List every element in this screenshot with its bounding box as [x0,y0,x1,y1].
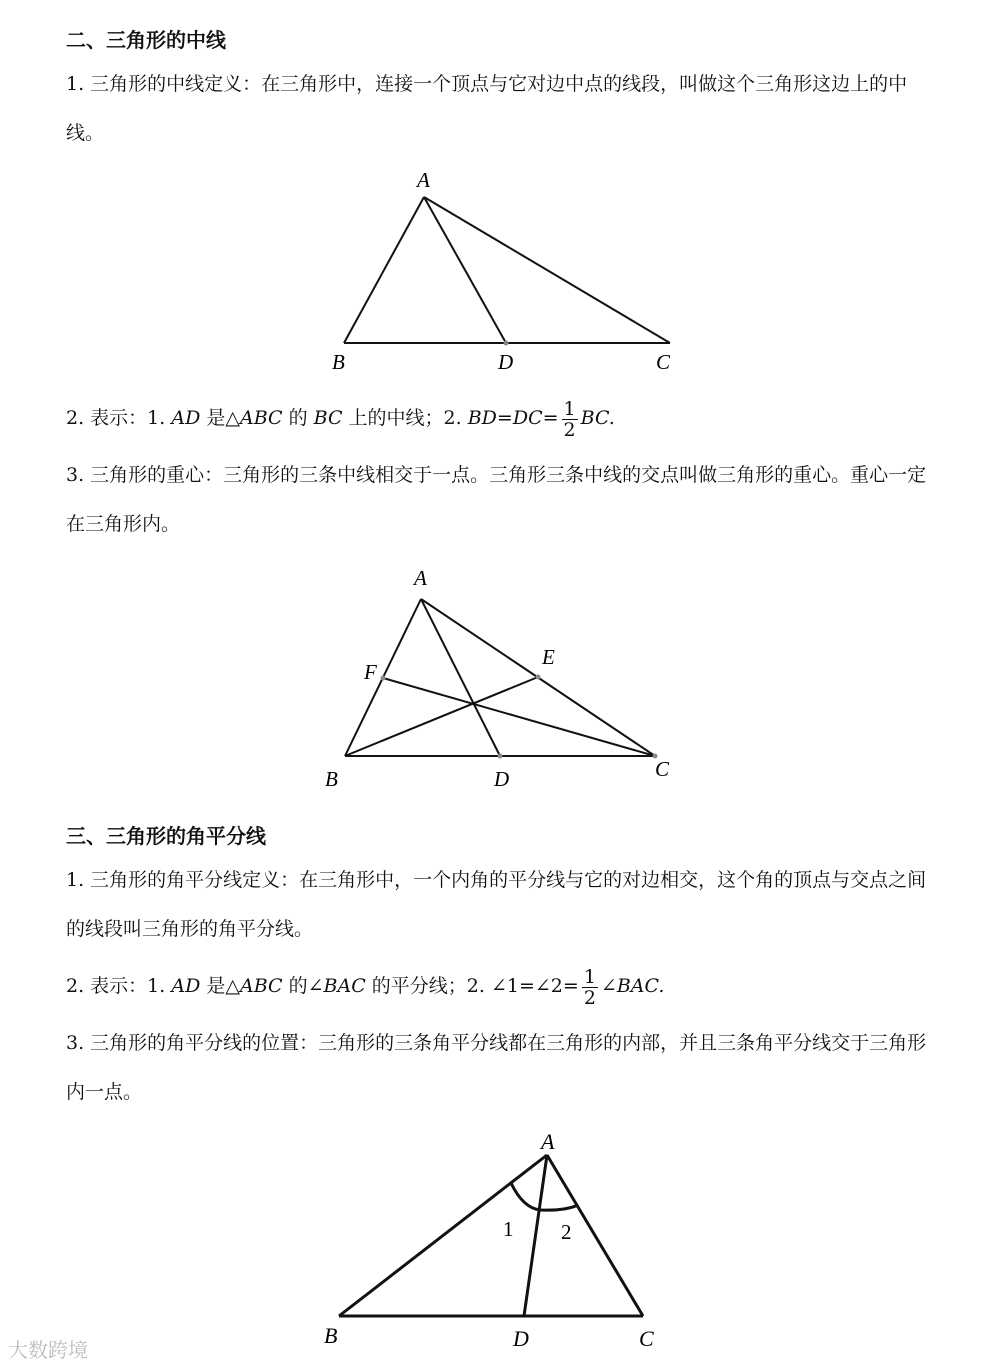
label-angle2: 2 [561,1220,572,1244]
fraction-num: 1 [583,965,596,988]
rep-mid: 上的中线；2. [342,407,468,429]
fraction-half [582,967,598,1008]
median-ad [421,599,500,756]
watermark-text: 大数跨境 [8,1338,88,1362]
label-a: A [417,168,430,192]
side-ac [424,197,670,343]
point-d [498,754,503,759]
label-d: D [498,350,514,374]
rep-bac: BAC [323,975,366,997]
watermark-logo [8,1334,88,1363]
bisector-representation [66,962,936,1011]
label-b: B [332,350,345,374]
label-c: C [656,350,671,374]
label-f: F [364,660,377,684]
label-a: A [414,566,427,590]
point-e [536,675,541,680]
label-b: B [324,1323,338,1348]
fraction-den: 2 [563,418,576,441]
fraction-half [562,399,578,440]
rep-ad: AD [171,407,201,429]
side-ab [344,197,424,343]
section3-heading: 三、三角形的角平分线 [66,824,266,848]
angle1-arc [511,1183,540,1210]
rep-eq: BD=DC= [467,407,559,429]
rep-mid: 的平分线；2. ∠1=∠2= [365,975,579,997]
rep-de: 的∠ [282,975,324,997]
rep-is: 是△ [200,975,240,997]
angle2-arc [540,1205,578,1210]
point-f [381,676,386,681]
rep-ad: AD [171,975,201,997]
bisector-figure [310,1125,690,1365]
label-a: A [541,1129,555,1154]
median-cf [383,678,655,756]
bisector-ad [524,1155,547,1316]
label-d: D [494,767,510,791]
rep-bc: BC [313,407,343,429]
bisector-definition: 1. 三角形的角平分线定义：在三角形中，一个内角的平分线与它的对边相交，这个角的顶点与交点之间的线段叫三角形的角平分线。 [66,869,927,940]
bisector-position-text: 3. 三角形的角平分线的位置：三角形的三条角平分线都在三角形的内部，并且三条角平分线交于三角形内一点。 [66,1032,927,1103]
rep-tail: BC. [580,407,615,429]
median-be [345,677,538,756]
label-angle1: 1 [503,1217,514,1241]
label-d: D [513,1326,529,1351]
rep-abc: ABC [239,407,283,429]
label-c: C [639,1326,654,1351]
rep-prefix: 2. 表示：1. [66,407,172,429]
centroid-text: 3. 三角形的重心：三角形的三条中线相交于一点。三角形三条中线的交点叫做三角形的重心。重心一定在三角形内。 [66,464,927,535]
median-representation [66,394,936,443]
rep-is: 是△ [200,407,240,429]
section2-heading: 二、三角形的中线 [66,28,226,52]
label-b: B [325,767,338,791]
rep-de: 的 [282,407,314,429]
rep-tail: ∠BAC. [600,975,665,997]
median-definition: 1. 三角形的中线定义：在三角形中，连接一个顶点与它对边中点的线段，叫做这个三角形这边上的中线。 [66,73,908,144]
point-d [504,341,509,346]
median-ad [424,197,506,343]
rep-prefix: 2. 表示：1. [66,975,172,997]
rep-abc: ABC [239,975,283,997]
label-e: E [542,645,555,669]
label-c: C [655,757,670,781]
median-figure [320,160,700,380]
fraction-den: 2 [583,986,596,1009]
fraction-num: 1 [563,397,576,420]
side-ab [339,1155,547,1316]
centroid-figure [310,560,690,795]
